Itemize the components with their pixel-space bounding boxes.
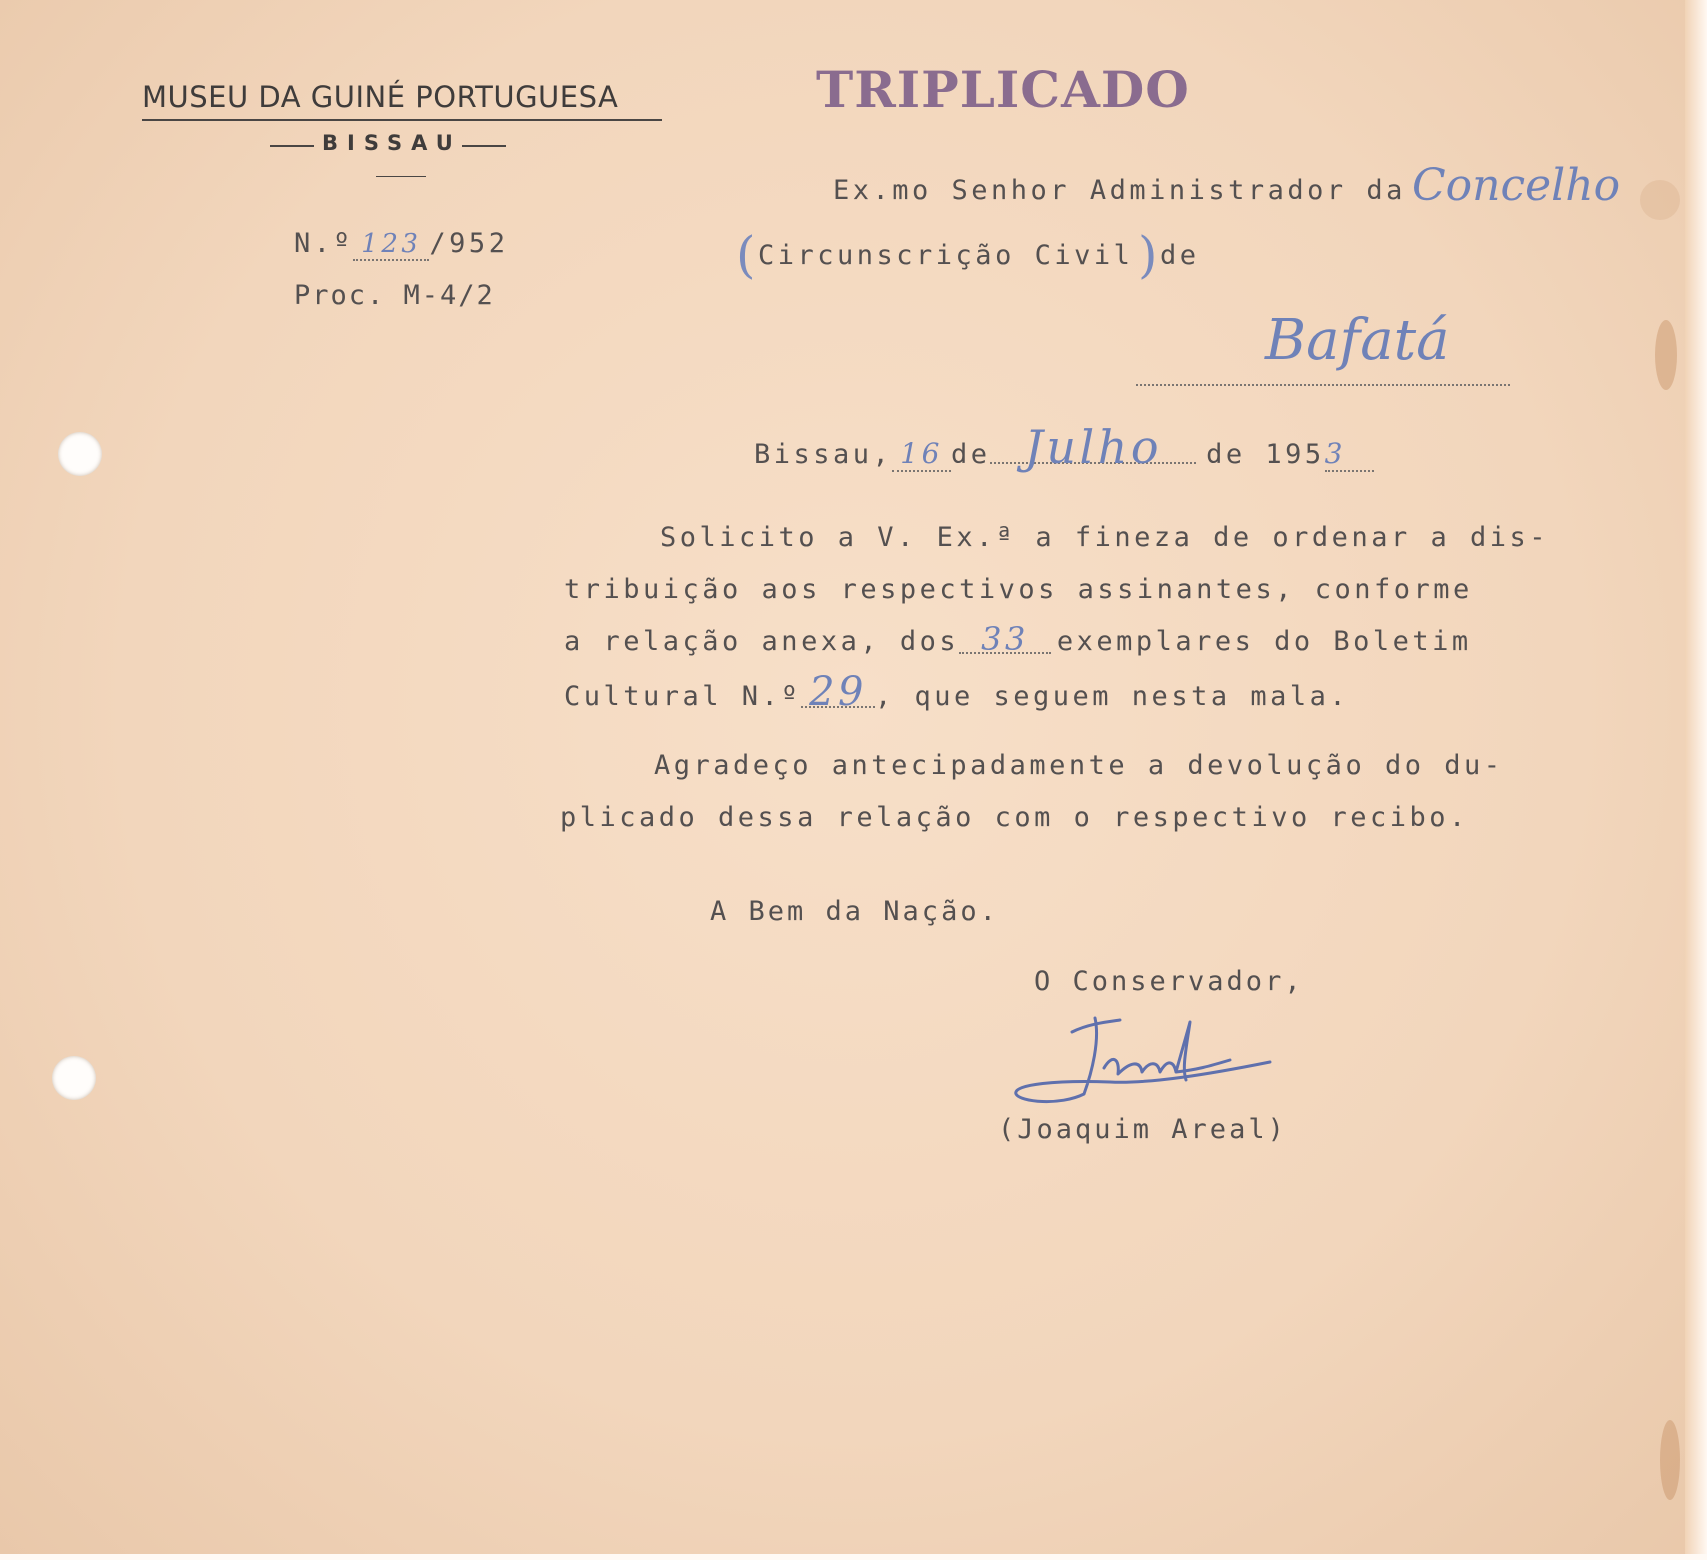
signatory-name: (Joaquim Areal) xyxy=(998,1114,1287,1145)
ornament-rule xyxy=(376,176,426,177)
letterhead-rule xyxy=(142,119,662,121)
p1-line4-b: , que seguem nesta mala. xyxy=(874,681,1350,712)
date-city: Bissau, xyxy=(754,439,893,470)
date-day-handwritten: 16 xyxy=(892,437,951,472)
signature xyxy=(1000,1010,1290,1120)
number-handwritten: 123 xyxy=(353,229,429,261)
addressee-handwritten-concelho: Concelho xyxy=(1412,160,1621,211)
place-handwritten: Bafatá xyxy=(1265,308,1450,373)
body-p1-line1: Solicito a V. Ex.ª a fineza de ordenar a dis- xyxy=(660,522,1549,553)
closing-salutation: A Bem da Nação. xyxy=(710,896,999,927)
reference-number xyxy=(294,228,508,261)
stain xyxy=(1640,180,1680,220)
date-year-typed: 195 xyxy=(1265,439,1325,470)
addressee-line1: Ex.mo Senhor Administrador da xyxy=(833,175,1406,206)
copies-handwritten: 33 xyxy=(959,626,1051,654)
paper-edge xyxy=(1685,0,1707,1560)
body-p2-line2: plicado dessa relação com o respectivo recibo. xyxy=(560,802,1469,833)
p1-line3-a: a relação anexa, dos xyxy=(564,626,960,657)
bracket-open: ( xyxy=(736,226,756,284)
addressee-line2: Circunscrição Civil xyxy=(758,240,1134,271)
process-reference: Proc. M-4/2 xyxy=(294,280,495,311)
body-p1-line3 xyxy=(564,620,1472,658)
date-year-handwritten: 3 xyxy=(1325,437,1374,472)
number-suffix: /952 xyxy=(429,228,509,259)
punch-hole xyxy=(52,1056,96,1100)
stain xyxy=(1655,320,1677,390)
closing-title: O Conservador, xyxy=(1034,966,1304,997)
bracket-close: ) xyxy=(1138,226,1158,284)
p1-line4-a: Cultural N.º xyxy=(564,681,802,712)
paper-edge-bottom xyxy=(0,1554,1707,1560)
p1-line3-b: exemplares do Boletim xyxy=(1056,626,1472,657)
bulletin-number-handwritten: 29 xyxy=(801,678,875,708)
date-month-handwritten: Julho xyxy=(990,432,1196,464)
addressee-line2-tail: de xyxy=(1160,240,1200,271)
institution-name: MUSEU DA GUINÉ PORTUGUESA xyxy=(142,80,619,114)
body-p2-line1: Agradeço antecipadamente a devolução do du- xyxy=(654,750,1504,781)
triplicado-stamp: TRIPLICADO xyxy=(816,60,1190,119)
date-line xyxy=(754,420,1374,474)
body-p1-line4 xyxy=(564,669,1350,715)
punch-hole xyxy=(58,432,102,476)
city-heading xyxy=(270,131,506,155)
body-p1-line2: tribuição aos respectivos assinantes, conforme xyxy=(564,574,1473,605)
place-dotted-line xyxy=(1136,384,1510,386)
stain xyxy=(1660,1420,1680,1500)
date-de-2: de xyxy=(1206,439,1246,470)
number-prefix: N.º xyxy=(294,228,354,259)
date-de-1: de xyxy=(950,439,991,470)
city-label: BISSAU xyxy=(322,131,462,155)
